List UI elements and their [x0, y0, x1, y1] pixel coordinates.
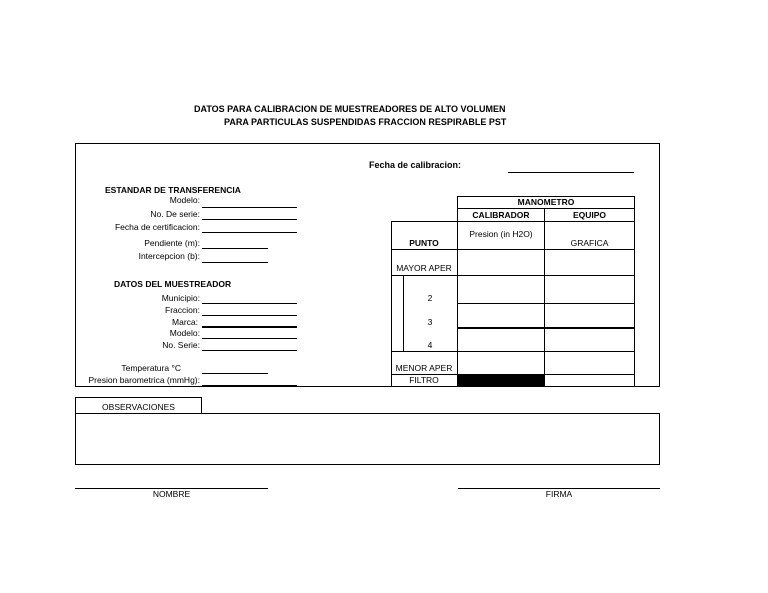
muestreador-marca-label: Marca: — [172, 317, 198, 327]
muestreador-municipio-label: Municipio: — [161, 293, 200, 303]
muestreador-presion-label: Presion barometrica (mmHg): — [88, 375, 200, 385]
table-line-h6 — [391, 351, 635, 352]
grafica-subheader: GRAFICA — [570, 238, 609, 248]
manometro-header: MANOMETRO — [517, 197, 575, 207]
calibrador-header: CALIBRADOR — [472, 210, 530, 220]
filtro-calibrador-filled-cell — [457, 374, 545, 386]
table-line-h3 — [391, 275, 635, 276]
row-label-filtro: FILTRO — [409, 375, 439, 385]
muestreador-no-serie-label: No. Serie: — [162, 340, 200, 350]
observaciones-field[interactable] — [75, 413, 660, 465]
equipo-header: EQUIPO — [572, 210, 607, 220]
muestreador-heading: DATOS DEL MUESTREADOR — [114, 279, 232, 289]
row-label-3: 3 — [427, 317, 433, 327]
document-title-line1: DATOS PARA CALIBRACION DE MUESTREADORES DE ALTO VOLUMEN — [194, 104, 506, 114]
fecha-calibracion-field[interactable] — [508, 172, 634, 173]
muestreador-fraccion-label: Fraccion: — [165, 305, 200, 315]
muestreador-no-serie-field[interactable] — [202, 350, 297, 351]
estandar-fecha-cert-label: Fecha de certificacion: — [114, 222, 200, 232]
estandar-intercepcion-field[interactable] — [202, 262, 268, 263]
table-line-h2 — [391, 249, 635, 250]
firma-label: FIRMA — [545, 489, 573, 499]
fecha-calibracion-label: Fecha de calibracion: — [369, 160, 462, 170]
muestreador-modelo-label: Modelo: — [169, 328, 200, 338]
estandar-no-serie-field[interactable] — [202, 219, 297, 220]
table-line-v5 — [634, 208, 635, 386]
muestreador-temperatura-label: Temperatura °C — [121, 363, 181, 373]
estandar-pendiente-field[interactable] — [202, 248, 268, 249]
muestreador-presion-field[interactable] — [202, 385, 297, 386]
presion-subheader: Presion (in H2O) — [469, 229, 533, 239]
table-line-h1b — [391, 221, 457, 222]
nombre-label: NOMBRE — [152, 489, 191, 499]
punto-header: PUNTO — [409, 238, 439, 248]
table-line-h1 — [457, 221, 635, 222]
estandar-intercepcion-label: Intercepcion (b): — [138, 251, 200, 261]
estandar-pendiente-label: Pendiente (m): — [144, 238, 200, 248]
estandar-fecha-cert-field[interactable] — [202, 232, 297, 233]
muestreador-temperatura-field[interactable] — [202, 373, 268, 374]
muestreador-marca-field[interactable] — [202, 326, 297, 328]
row-label-4: 4 — [427, 340, 433, 350]
observaciones-label: OBSERVACIONES — [102, 402, 175, 412]
row-label-menor-aper: MENOR APER — [395, 363, 453, 373]
table-line-h4 — [457, 303, 635, 304]
muestreador-fraccion-field[interactable] — [202, 315, 297, 316]
row-label-2: 2 — [427, 293, 433, 303]
row-label-mayor-aper: MAYOR APER — [396, 263, 452, 273]
estandar-heading: ESTANDAR DE TRANSFERENCIA — [105, 185, 241, 195]
estandar-modelo-field[interactable] — [202, 207, 297, 208]
muestreador-municipio-field[interactable] — [202, 303, 297, 304]
table-line-h5 — [457, 327, 635, 329]
estandar-no-serie-label: No. De serie: — [150, 209, 200, 219]
muestreador-modelo-field[interactable] — [202, 338, 297, 339]
document-title-line2: PARA PARTICULAS SUSPENDIDAS FRACCION RESPIRABLE PST — [224, 117, 507, 127]
estandar-modelo-label: Modelo: — [169, 195, 200, 205]
